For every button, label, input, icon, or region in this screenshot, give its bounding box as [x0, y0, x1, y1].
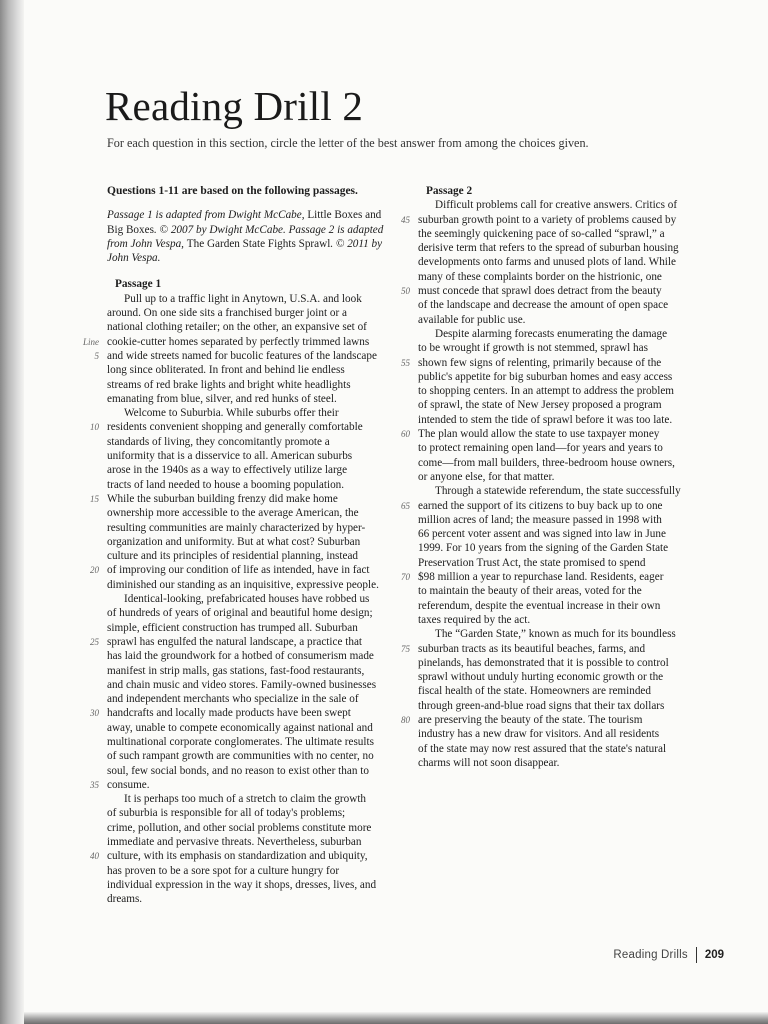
passage-line	[82, 335, 389, 349]
passage-line	[107, 478, 389, 492]
line-text: earned the support of its citizens to buy back up to one	[418, 499, 663, 512]
line-text: of the state may now rest assured that the state's natural	[418, 742, 667, 755]
line-number: 60	[401, 429, 410, 440]
passage-2-text	[401, 198, 696, 770]
line-text: $98 million a year to repurchase land. Residents, eager	[418, 571, 664, 584]
left-column	[82, 184, 389, 907]
line-number: 40	[90, 851, 99, 862]
line-text: culture, with its emphasis on standardization and ubiquity,	[107, 850, 368, 863]
line-text: are preserving the beauty of the state. The tourism	[418, 713, 643, 726]
passage-line	[107, 749, 389, 763]
line-text: many of these complaints border on the histrionic, one	[418, 270, 662, 283]
passage-line	[418, 699, 696, 713]
passage-line	[107, 306, 389, 320]
line-text: long since obliterated. In front and behind lie endless	[107, 364, 345, 377]
line-text: manifest in strip malls, gas stations, fast-food restaurants,	[107, 664, 365, 677]
line-text: pinelands, has demonstrated that it is possible to control	[418, 656, 669, 669]
passage-line	[90, 778, 389, 792]
line-text: handcrafts and locally made products have been swept	[107, 707, 351, 720]
passage-line	[418, 513, 696, 527]
line-text: national clothing retailer; on the other, an expansive set of	[107, 321, 367, 334]
passage-line	[418, 327, 696, 341]
line-text: industry has a new draw for visitors. And all residents	[418, 728, 660, 741]
passage-line	[401, 213, 696, 227]
passage-line	[401, 284, 696, 298]
passage-line	[107, 864, 389, 878]
line-text: sprawl has engulfed the natural landscape, a practice that	[107, 635, 363, 648]
line-text: cookie-cutter homes separated by perfectly trimmed lawns	[107, 335, 370, 348]
line-text: come—from mall builders, three-bedroom house owners,	[418, 456, 675, 469]
passage-line	[418, 756, 696, 770]
passage-line	[90, 849, 389, 863]
passage-line	[418, 384, 696, 398]
passage-line	[418, 270, 696, 284]
passage-line	[418, 742, 696, 756]
passage-line	[401, 570, 696, 584]
line-number: 65	[401, 500, 410, 511]
line-text: developments onto farms and unused plots of land. While	[418, 256, 676, 269]
questions-heading: Questions 1-11 are based on the following passages.	[107, 185, 358, 197]
passage-line	[107, 320, 389, 334]
passage-line	[107, 821, 389, 835]
line-text: the seemingly quickening pace of so-called “sprawl,” a	[418, 227, 665, 240]
line-text: resulting communities are mainly characterized by hyper-	[107, 521, 366, 534]
line-number: 70	[401, 572, 410, 583]
passage-line	[107, 292, 389, 306]
page-footer	[613, 947, 724, 963]
passage-line	[418, 413, 696, 427]
page-number: 209	[704, 949, 724, 961]
line-text: and wide streets named for bucolic features of the landscape	[107, 349, 377, 362]
line-text: or anyone else, for that matter.	[418, 470, 555, 483]
line-number: 35	[90, 779, 99, 790]
book-binding-shadow	[0, 0, 24, 1024]
passage-line	[418, 727, 696, 741]
passage-line	[418, 670, 696, 684]
line-text: of suburbia is responsible for all of today's problems;	[107, 807, 346, 820]
line-number: 10	[90, 422, 99, 433]
line-text: around. On one side sits a franchised burger joint or a	[107, 307, 347, 320]
line-text: derisive term that refers to the spread of suburban housing	[418, 242, 679, 255]
footer-section-label: Reading Drills	[613, 949, 688, 961]
line-text: of such rampant growth are communities with no center, no	[107, 750, 374, 763]
line-text: of sprawl, the state of New Jersey proposed a program	[418, 399, 662, 412]
passage-line	[107, 506, 389, 520]
passage-line	[107, 721, 389, 735]
passage-line	[107, 363, 389, 377]
passage-line	[418, 255, 696, 269]
line-text: Pull up to a traffic light in Anytown, U.S.A. and look	[124, 292, 362, 305]
line-text: available for public use.	[418, 313, 526, 326]
passage-line	[418, 627, 696, 641]
page-bottom-edge	[24, 1012, 768, 1024]
passage-line	[90, 492, 389, 506]
line-text: standards of living, they concomitantly promote a	[107, 435, 330, 448]
line-text: of the landscape and decrease the amount of open space	[418, 299, 669, 312]
line-text: dreams.	[107, 893, 143, 906]
line-text: diminished our standing as an inquisitive, expressive people.	[107, 578, 379, 591]
passage-line	[107, 578, 389, 592]
passage-line	[107, 449, 389, 463]
line-number: 45	[401, 214, 410, 225]
passage-line	[401, 356, 696, 370]
source-note-run: Passage 1 is adapted from Dwight McCabe,	[107, 209, 308, 222]
line-text: public's appetite for big suburban homes and easy access	[418, 370, 673, 383]
line-text: intended to stem the tide of sprawl before it was too late.	[418, 413, 673, 426]
line-number: 75	[401, 643, 410, 654]
line-text: referendum, despite the eventual increase in their own	[418, 599, 661, 612]
passage-line	[418, 484, 696, 498]
line-text: streams of red brake lights and bright white headlights	[107, 378, 351, 391]
passage-line	[90, 635, 389, 649]
line-text: tracts of land needed to house a booming population.	[107, 478, 345, 491]
passage-line	[418, 541, 696, 555]
line-text: of hundreds of years of original and beautiful home design;	[107, 607, 373, 620]
line-number: 5	[94, 350, 99, 361]
passage-line	[418, 370, 696, 384]
source-note-run: Little Boxes and Big Boxes	[107, 209, 382, 236]
source-note-run: . © 2007 by Dwight McCabe. Passage 2 is adapted from John Vespa,	[107, 223, 384, 250]
passage-line	[107, 392, 389, 406]
line-number: 80	[401, 714, 410, 725]
passage-line	[107, 549, 389, 563]
line-text: of improving our condition of life as intended, have in fact	[107, 564, 370, 577]
line-text: fiscal health of the state. Homeowners are reminded	[418, 685, 651, 698]
line-text: arose in the 1940s as a way to effectively utilize large	[107, 464, 348, 477]
line-text: has proven to be a sore spot for a culture hungry for	[107, 864, 340, 877]
line-text: 66 percent voter assent and was signed into law in June	[418, 528, 666, 541]
right-column	[401, 184, 696, 770]
passage-line	[418, 613, 696, 627]
instructions: For each question in this section, circle the letter of the best answer from among the choices given.	[107, 136, 589, 150]
line-text: immediate and pervasive threats. Nevertheless, suburban	[107, 836, 362, 849]
line-text: to be wrought if growth is not stemmed, sprawl has	[418, 342, 648, 355]
line-text: and chain music and video stores. Family-owned businesses	[107, 678, 377, 691]
line-text: Preservation Trust Act, the state promised to spend	[418, 556, 646, 569]
line-text: residents convenient shopping and generally comfortable	[107, 421, 363, 434]
line-text: to shopping centers. In an attempt to address the problem	[418, 385, 675, 398]
passage-line	[107, 806, 389, 820]
line-text: The “Garden State,” known as much for its boundless	[435, 628, 676, 641]
passage-line	[107, 535, 389, 549]
passage-line	[107, 664, 389, 678]
passage-line	[107, 378, 389, 392]
line-number: Line	[82, 336, 99, 347]
line-text: multinational corporate conglomerates. The ultimate results	[107, 735, 374, 748]
line-text: The plan would allow the state to use taxpayer money	[418, 428, 660, 441]
passage-1-heading: Passage 1	[115, 278, 162, 291]
passage-line	[107, 792, 389, 806]
line-text: and independent merchants who specialize in the sale of	[107, 693, 359, 706]
passage-line	[107, 892, 389, 906]
line-text: simple, efficient construction has trumped all. Suburban	[107, 621, 358, 634]
line-text: uniformity that is a disservice to all. American suburbs	[107, 450, 353, 463]
page-title: Reading Drill 2	[105, 83, 364, 129]
line-number: 50	[401, 286, 410, 297]
passage-line	[418, 656, 696, 670]
passage-line	[107, 606, 389, 620]
line-text: individual expression in the way it shops, dresses, lives, and	[107, 878, 377, 891]
line-text: sprawl without unduly hurting economic growth or the	[418, 671, 664, 684]
line-number: 30	[90, 708, 99, 719]
line-text: taxes required by the act.	[418, 613, 531, 626]
footer-divider	[696, 947, 697, 963]
passage-line	[418, 470, 696, 484]
line-text: charms will not soon disappear.	[418, 756, 560, 769]
line-number: 25	[90, 636, 99, 647]
passage-line	[418, 527, 696, 541]
passage-line	[107, 764, 389, 778]
line-text: consume.	[107, 778, 150, 791]
passage-2-heading: Passage 2	[426, 185, 473, 197]
passage-line	[418, 599, 696, 613]
line-text: away, unable to compete economically against national and	[107, 721, 373, 734]
passage-line	[418, 298, 696, 312]
passage-line	[107, 521, 389, 535]
passage-line	[418, 341, 696, 355]
line-text: soul, few social bonds, and no reason to exist other than to	[107, 764, 369, 777]
line-text: Difficult problems call for creative answers. Critics of	[435, 199, 678, 212]
passage-line	[418, 441, 696, 455]
source-note-run: . © 2011 by John Vespa.	[107, 237, 383, 265]
line-text: has laid the groundwork for a hotbed of consumerism made	[107, 650, 374, 663]
line-text: Identical-looking, prefabricated houses have robbed us	[124, 593, 370, 606]
passage-line	[418, 198, 696, 212]
line-text: million acres of land; the measure passed in 1998 with	[418, 513, 662, 526]
passage-line	[418, 456, 696, 470]
passage-line	[107, 878, 389, 892]
line-number: 15	[90, 493, 99, 504]
line-text: Welcome to Suburbia. While suburbs offer their	[124, 407, 339, 420]
passage-line	[107, 592, 389, 606]
passage-line	[401, 427, 696, 441]
passage-line	[107, 406, 389, 420]
passage-line	[401, 713, 696, 727]
line-number: 55	[401, 357, 410, 368]
passage-line	[107, 435, 389, 449]
passage-line	[107, 678, 389, 692]
passage-line	[107, 692, 389, 706]
line-text: to protect remaining open land—for years and years to	[418, 442, 663, 455]
passage-line	[107, 621, 389, 635]
line-number: 20	[90, 565, 99, 576]
passage-line	[418, 584, 696, 598]
passage-line	[418, 227, 696, 241]
passage-line	[418, 556, 696, 570]
source-note-run: The Garden State Fights Sprawl	[186, 237, 331, 250]
line-text: While the suburban building frenzy did make home	[107, 492, 338, 505]
passage-line	[418, 241, 696, 255]
passage-line	[107, 463, 389, 477]
line-text: suburban growth point to a variety of problems caused by	[418, 213, 677, 226]
passage-1-text	[82, 292, 389, 907]
passage-line	[418, 313, 696, 327]
line-text: culture and its principles of residential planning, instead	[107, 550, 359, 563]
passage-line	[107, 735, 389, 749]
passage-line	[418, 398, 696, 412]
line-text: emanating from blue, silver, and red hunks of steel.	[107, 392, 337, 405]
passage-line	[107, 835, 389, 849]
line-text: to maintain the beauty of their areas, voted for the	[418, 585, 642, 598]
passage-line	[401, 499, 696, 513]
passage-line	[94, 349, 389, 363]
line-text: Despite alarming forecasts enumerating the damage	[435, 327, 668, 340]
line-text: shown few signs of relenting, primarily because of the	[418, 356, 662, 369]
passage-line	[107, 649, 389, 663]
line-text: ownership more accessible to the average American, the	[107, 507, 359, 520]
line-text: Through a statewide referendum, the state successfully	[435, 485, 681, 498]
line-text: crime, pollution, and other social problems constitute more	[107, 821, 372, 834]
passage-line	[401, 642, 696, 656]
passage-line	[90, 706, 389, 720]
line-text: suburban tracts as its beautiful beaches, farms, and	[418, 642, 646, 655]
line-text: 1999. For 10 years from the signing of the Garden State	[418, 542, 669, 555]
line-text: organization and uniformity. But at what cost? Suburban	[107, 535, 361, 548]
passage-line	[418, 684, 696, 698]
source-note	[107, 208, 389, 265]
line-text: through green-and-blue road signs that their tax dollars	[418, 699, 665, 712]
line-text: must concede that sprawl does detract from the beauty	[418, 285, 662, 298]
passage-line	[90, 420, 389, 434]
passage-line	[90, 563, 389, 577]
line-text: It is perhaps too much of a stretch to claim the growth	[124, 793, 367, 806]
